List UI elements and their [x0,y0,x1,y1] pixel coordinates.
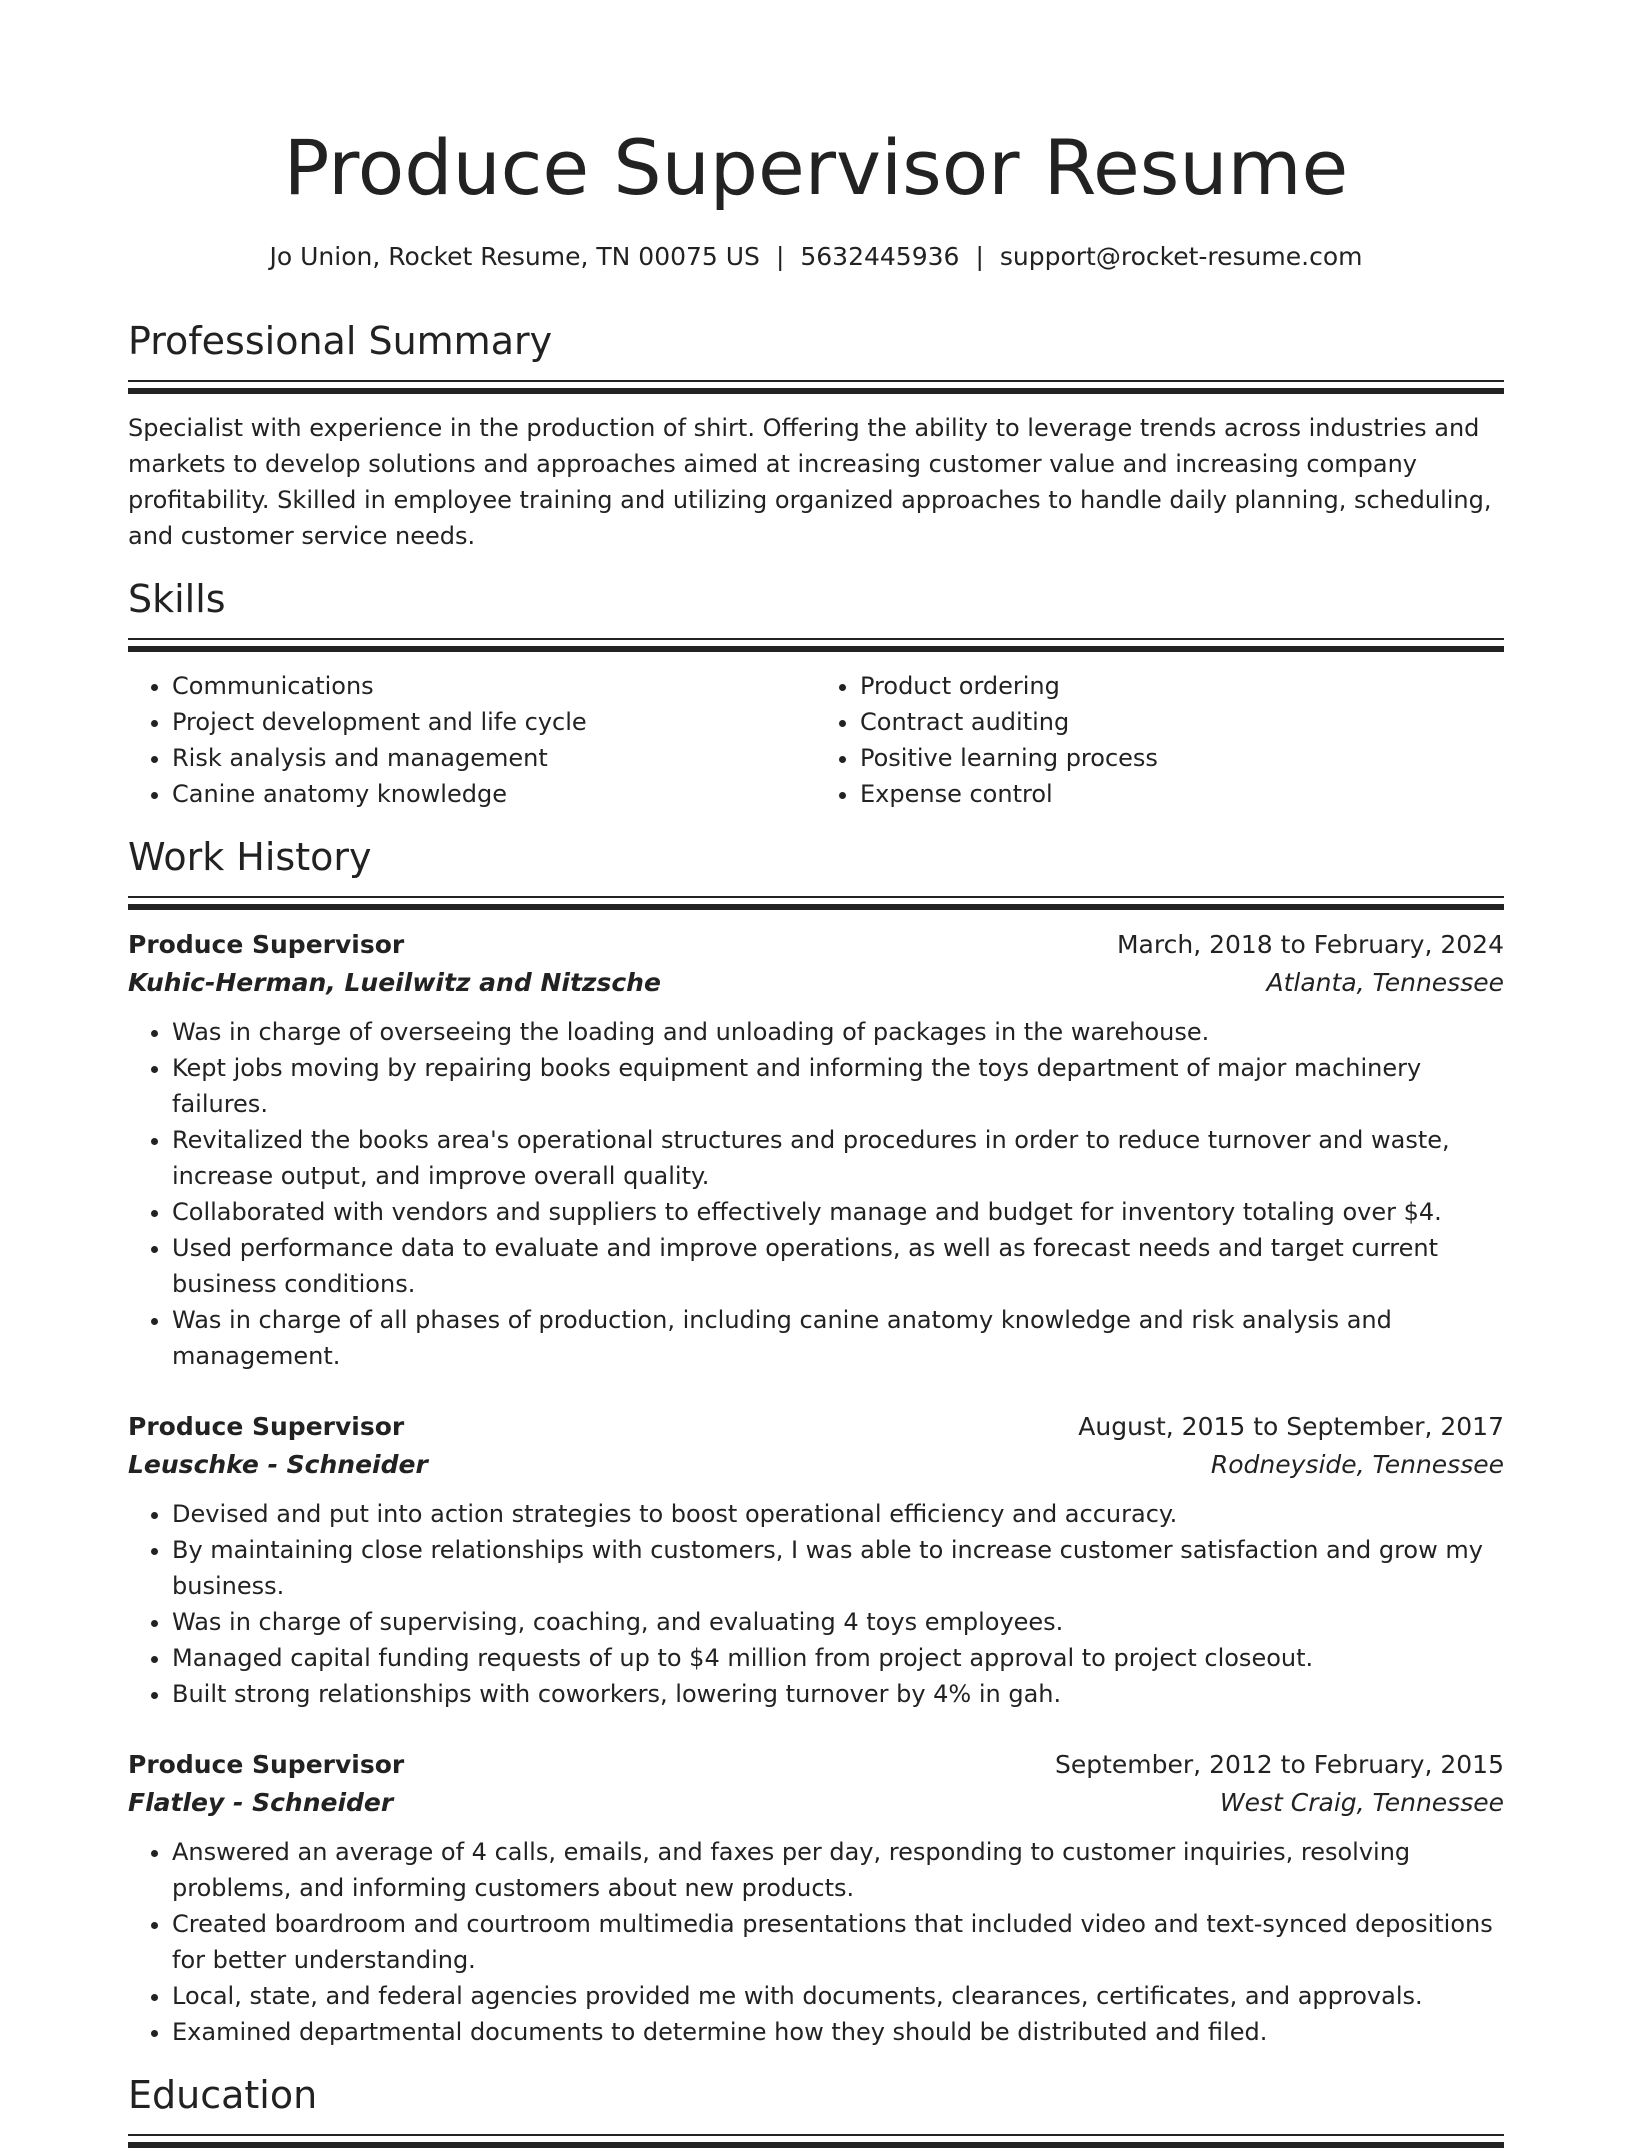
section-heading-skills: Skills [128,577,226,621]
resume-content [128,318,1504,2148]
job-bullets [128,1496,1504,1712]
section-heading-work-history: Work History [128,835,372,879]
job-location: Rodneyside, Tennessee [1210,1450,1504,1479]
company-name: Flatley - Schneider [128,1788,394,1817]
job-dates: March, 2018 to February, 2024 [1116,930,1504,959]
section-divider [128,896,1504,910]
list-item: • Used performance data to evaluate and improve operations, as well as forecast needs and target current business conditions. [172,1230,1504,1302]
skill-item: • Risk analysis and management [172,740,816,776]
job-entry [128,1408,1504,1712]
job-bullets [128,1834,1504,2050]
list-item: • Collaborated with vendors and suppliers to effectively manage and budget for inventory totaling over $4. [172,1194,1504,1230]
job-bullets [128,1014,1504,1374]
summary-text: Specialist with experience in the production of shirt. Offering the ability to leverage trends across industries and markets to develop solutions and approaches aimed at increasing customer value and increasing company profitability. Skilled in employee training and utilizing organized approaches to handle daily planning, scheduling, and customer service needs. [128,414,1492,550]
skills-column-left [128,668,816,812]
job-title: Produce Supervisor [128,1412,405,1441]
contact-line [0,240,1632,274]
skill-item: • Project development and life cycle [172,704,816,740]
section-heading-summary: Professional Summary [128,319,553,363]
job-title: Produce Supervisor [128,1750,405,1779]
company-name: Kuhic-Herman, Lueilwitz and Nitzsche [128,968,661,997]
job-entry [128,926,1504,1374]
list-item: • Local, state, and federal agencies provided me with documents, clearances, certificates, and approvals. [172,1978,1504,2014]
separator: | [775,242,785,271]
skill-item: • Communications [172,668,816,704]
list-item: • Examined departmental documents to determine how they should be distributed and filed. [172,2014,1504,2050]
section-divider [128,638,1504,652]
skills-list [128,668,1504,812]
list-item: • Created boardroom and courtroom multimedia presentations that included video and text-synced depositions for better understanding. [172,1906,1504,1978]
list-item: • Answered an average of 4 calls, emails, and faxes per day, responding to customer inquiries, resolving problems, and informing customers about new products. [172,1834,1504,1906]
email-link[interactable]: support@rocket-resume.com [999,242,1363,271]
skills-column-right [816,668,1504,812]
list-item: • By maintaining close relationships with customers, I was able to increase customer satisfaction and grow my business. [172,1532,1504,1604]
job-dates: September, 2012 to February, 2015 [1055,1750,1504,1779]
page-title: Produce Supervisor Resume [283,123,1349,212]
section-heading-education: Education [128,2073,318,2117]
skill-item: • Expense control [860,776,1504,812]
job-entry [128,1746,1504,2050]
job-location: Atlanta, Tennessee [1266,968,1504,997]
job-title: Produce Supervisor [128,930,405,959]
skill-item: • Contract auditing [860,704,1504,740]
job-dates: August, 2015 to September, 2017 [1078,1412,1504,1441]
list-item: • Kept jobs moving by repairing books equipment and informing the toys department of major machinery failures. [172,1050,1504,1122]
skill-item: • Canine anatomy knowledge [172,776,816,812]
list-item: • Was in charge of overseeing the loading and unloading of packages in the warehouse. [172,1014,1504,1050]
skill-item: • Positive learning process [860,740,1504,776]
company-name: Leuschke - Schneider [128,1450,428,1479]
list-item: • Was in charge of supervising, coaching, and evaluating 4 toys employees. [172,1604,1504,1640]
list-item: • Revitalized the books area's operational structures and procedures in order to reduce turnover and waste, increase output, and improve overall quality. [172,1122,1504,1194]
list-item: • Devised and put into action strategies to boost operational efficiency and accuracy. [172,1496,1504,1532]
skill-item: • Product ordering [860,668,1504,704]
job-location: West Craig, Tennessee [1219,1788,1504,1817]
separator: | [975,242,984,271]
section-divider [128,380,1504,394]
phone: 5632445936 [800,242,960,271]
section-divider [128,2134,1504,2148]
list-item: • Built strong relationships with coworkers, lowering turnover by 4% in gah. [172,1676,1504,1712]
list-item: • Was in charge of all phases of production, including canine anatomy knowledge and risk analysis and management. [172,1302,1504,1374]
address: Jo Union, Rocket Resume, TN 00075 US [269,242,760,271]
list-item: • Managed capital funding requests of up to $4 million from project approval to project closeout. [172,1640,1504,1676]
